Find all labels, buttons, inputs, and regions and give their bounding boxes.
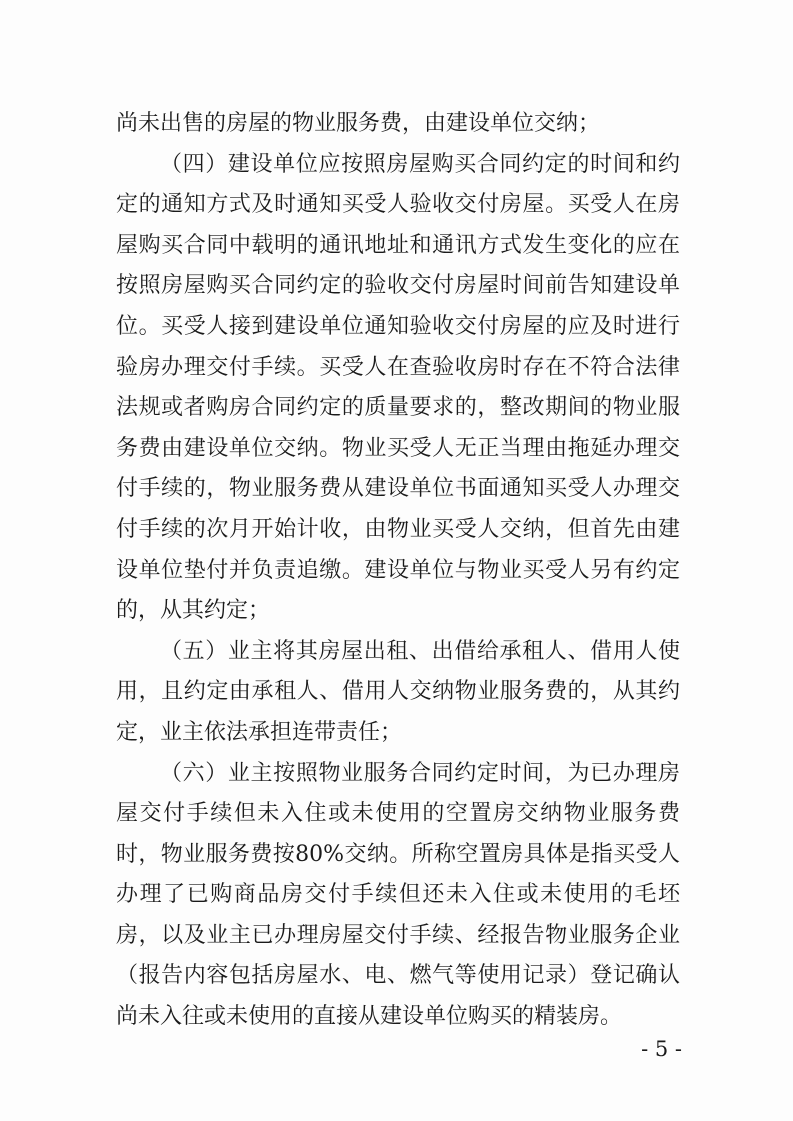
page-number: - 5 - [641,1037,682,1061]
paragraph-item-5: （五）业主将其房屋出租、出借给承租人、借用人使用，且约定由承租人、借用人交纳物业服务费的，从其约定，业主依法承担连带责任； [116,638,680,745]
body-text [116,104,680,1038]
paragraph-item-4: （四）建设单位应按照房屋购买合同约定的时间和约定的通知方式及时通知买受人验收交付房屋。买受人在房屋购买合同中载明的通讯地址和通讯方式发生变化的应在按照房屋购买合同约定的验收交付房屋时间前告知建设单位。买受人接到建设单位通知验收交付房屋的应及时进行验房办理交付手续。买受人在查验收房时存在不符合法律法规或者购房合同约定的质量要求的，整改期间的物业服务费由建设单位交纳。物业买受人无正当理由拖延办理交付手续的，物业服务费从建设单位书面通知买受人办理交付手续的次月开始计收，由物业买受人交纳，但首先由建设单位垫付并负责追缴。建设单位与物业买受人另有约定的，从其约定； [116,151,680,624]
paragraph-continuation: 尚未出售的房屋的物业服务费，由建设单位交纳； [116,111,601,136]
paragraph-item-6: （六）业主按照物业服务合同约定时间，为已办理房屋交付手续但未入住或未使用的空置房交纳物业服务费时，物业服务费按80%交纳。所称空置房具体是指买受人办理了已购商品房交付手续但还未入住或未使用的毛坯房，以及业主已办理房屋交付手续、经报告物业服务企业（报告内容包括房屋水、电、燃气等使用记录）登记确认尚未入往或未使用的直接从建设单位购买的精装房。 [116,760,680,1030]
